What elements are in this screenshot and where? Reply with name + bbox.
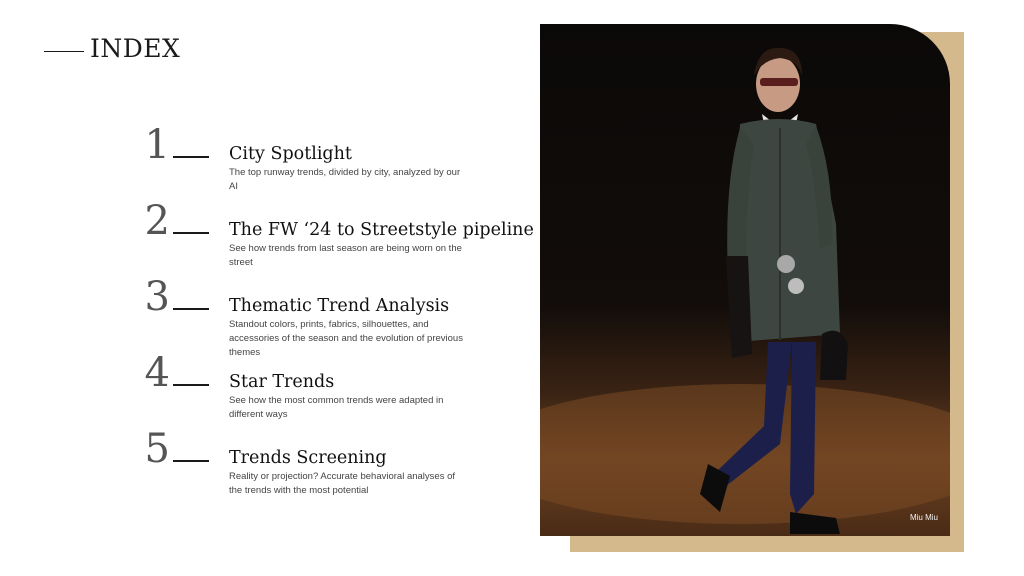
entry-description: See how the most common trends were adapted in different ways bbox=[229, 395, 444, 420]
entry-description: Standout colors, prints, fabrics, silhouettes, and accessories of the season and the evolution of previous themes bbox=[229, 319, 463, 358]
index-entry-5[interactable] bbox=[130, 428, 530, 498]
entry-dash bbox=[173, 308, 209, 310]
entry-heading: City Spotlight bbox=[229, 144, 352, 164]
entry-description: The top runway trends, divided by city, analyzed by our AI bbox=[229, 167, 461, 192]
entry-heading: The FW ‘24 to Streetstyle pipeline bbox=[229, 220, 534, 240]
runway-photo-frame bbox=[540, 24, 965, 554]
entry-number: 5 bbox=[144, 426, 170, 472]
entry-dash bbox=[173, 460, 209, 462]
model-illustration bbox=[540, 24, 950, 536]
index-entry-4[interactable] bbox=[130, 352, 530, 422]
entry-dash bbox=[173, 384, 209, 386]
index-entry-2[interactable] bbox=[130, 198, 534, 270]
index-title bbox=[44, 34, 180, 63]
entry-description: Reality or projection? Accurate behavioral analyses of the trends with the most potential bbox=[229, 471, 456, 496]
entry-heading: Thematic Trend Analysis bbox=[229, 296, 450, 316]
runway-photo bbox=[540, 24, 950, 536]
entry-heading: Star Trends bbox=[229, 372, 335, 392]
entry-number: 1 bbox=[144, 122, 170, 168]
entry-number: 4 bbox=[144, 350, 170, 396]
index-entry-1[interactable] bbox=[130, 124, 530, 194]
entry-dash bbox=[173, 156, 209, 158]
index-entry-3[interactable] bbox=[130, 274, 530, 358]
entry-number: 3 bbox=[144, 274, 170, 320]
entry-heading: Trends Screening bbox=[229, 448, 387, 468]
entry-description: See how trends from last season are being worn on the street bbox=[229, 243, 462, 268]
title-dash bbox=[44, 51, 84, 53]
entry-number: 2 bbox=[144, 198, 170, 244]
photo-caption: Miu Miu bbox=[909, 513, 938, 522]
page-title: INDEX bbox=[90, 34, 181, 63]
entry-dash bbox=[173, 232, 209, 234]
